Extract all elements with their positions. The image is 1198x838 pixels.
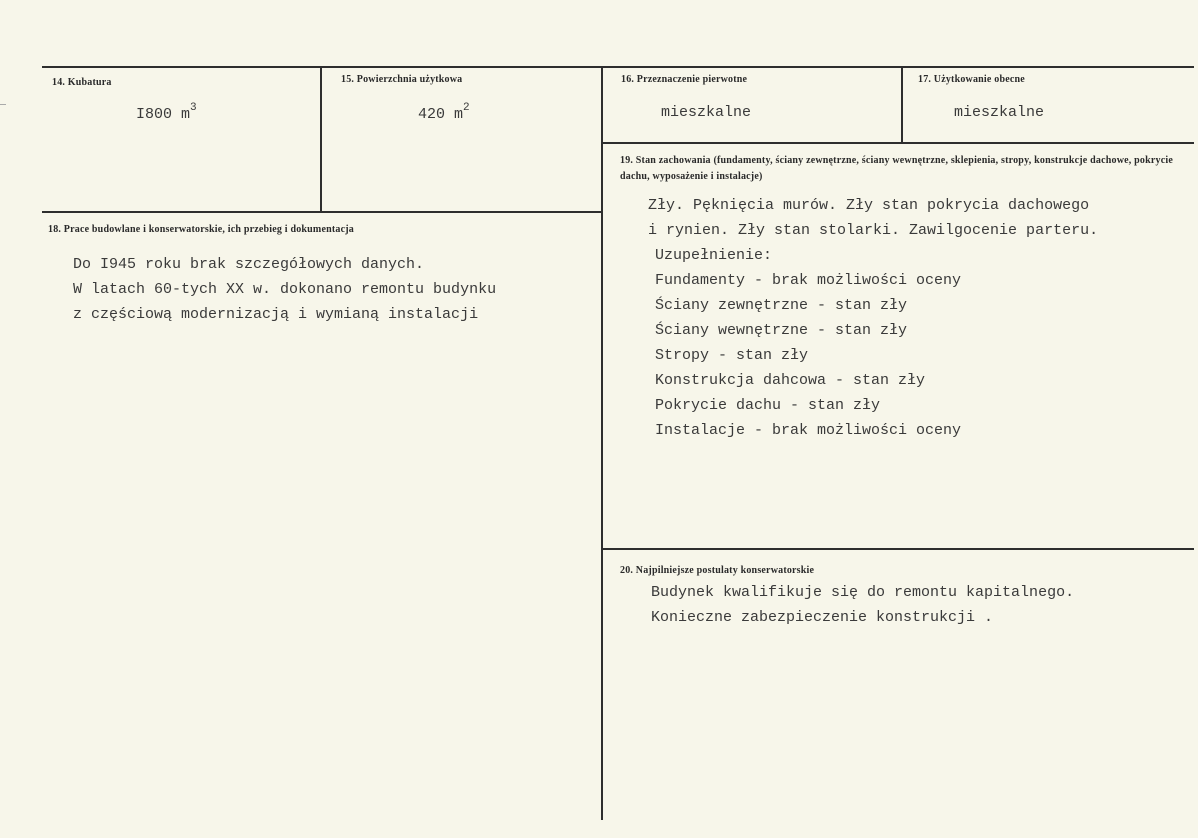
field-15-value	[418, 104, 470, 123]
field-19-line: Ściany zewnętrzne - stan zły	[655, 297, 908, 314]
field-19-line: Stropy - stan zły	[655, 347, 809, 364]
field-19-label: 19. Stan zachowania (fundamenty, ściany zewnętrzne, ściany wewnętrzne, sklepienia, stropy, konstrukcje dachowe, pokrycie dachu, wyposażenie i instalacje)	[620, 155, 1173, 182]
rule-under-16-17	[603, 142, 1194, 144]
field-19-line: Fundamenty - brak możliwości oceny	[655, 272, 962, 289]
field-18-line: W latach 60-tych XX w. dokonano remontu budynku	[73, 281, 497, 298]
field-17-label: 17. Użytkowanie obecne	[918, 74, 1025, 85]
field-20-line: Budynek kwalifikuje się do remontu kapitalnego.	[651, 584, 1075, 601]
field-20-line: Konieczne zabezpieczenie konstrukcji .	[651, 609, 994, 626]
divider-14-15	[320, 66, 322, 212]
field-14-value	[136, 104, 197, 123]
field-19-text	[648, 193, 1098, 443]
field-19-line: Konstrukcja dahcowa - stan zły	[655, 372, 926, 389]
field-20-text	[651, 580, 1074, 630]
field-15-unit-power: 2	[463, 102, 470, 114]
field-20-label: 20. Najpilniejsze postulaty konserwatorskie	[620, 565, 815, 576]
field-18-text	[73, 252, 496, 327]
field-19-line: Instalacje - brak możliwości oceny	[655, 422, 962, 439]
field-18-label: 18. Prace budowlane i konserwatorskie, ich przebieg i dokumentacja	[48, 224, 354, 235]
field-14-unit-power: 3	[190, 102, 197, 114]
field-19-line: Uzupełnienie:	[655, 247, 773, 264]
field-15-label: 15. Powierzchnia użytkowa	[341, 74, 463, 85]
rule-above-20	[603, 548, 1194, 550]
divider-center	[601, 66, 603, 820]
field-14-label: 14. Kubatura	[52, 77, 112, 88]
divider-16-17	[901, 66, 903, 143]
field-14-value-text: I800 m	[136, 106, 191, 123]
field-18-line: Do I945 roku brak szczegółowych danych.	[73, 256, 425, 273]
field-18-line: z częściową modernizacją i wymianą instalacji	[73, 306, 479, 323]
top-rule	[42, 66, 1194, 68]
field-19-line: Zły. Pęknięcia murów. Zły stan pokrycia dachowego	[648, 197, 1090, 214]
field-17-value: mieszkalne	[954, 104, 1045, 121]
field-19-line: Pokrycie dachu - stan zły	[655, 397, 881, 414]
field-16-value: mieszkalne	[661, 104, 752, 121]
field-19-line: Ściany wewnętrzne - stan zły	[655, 322, 908, 339]
edge-mark	[0, 104, 6, 105]
field-15-value-text: 420 m	[418, 106, 464, 123]
rule-under-14-15	[42, 211, 603, 213]
field-19-line: i rynien. Zły stan stolarki. Zawilgocenie parteru.	[648, 222, 1099, 239]
field-16-label: 16. Przeznaczenie pierwotne	[621, 74, 748, 85]
